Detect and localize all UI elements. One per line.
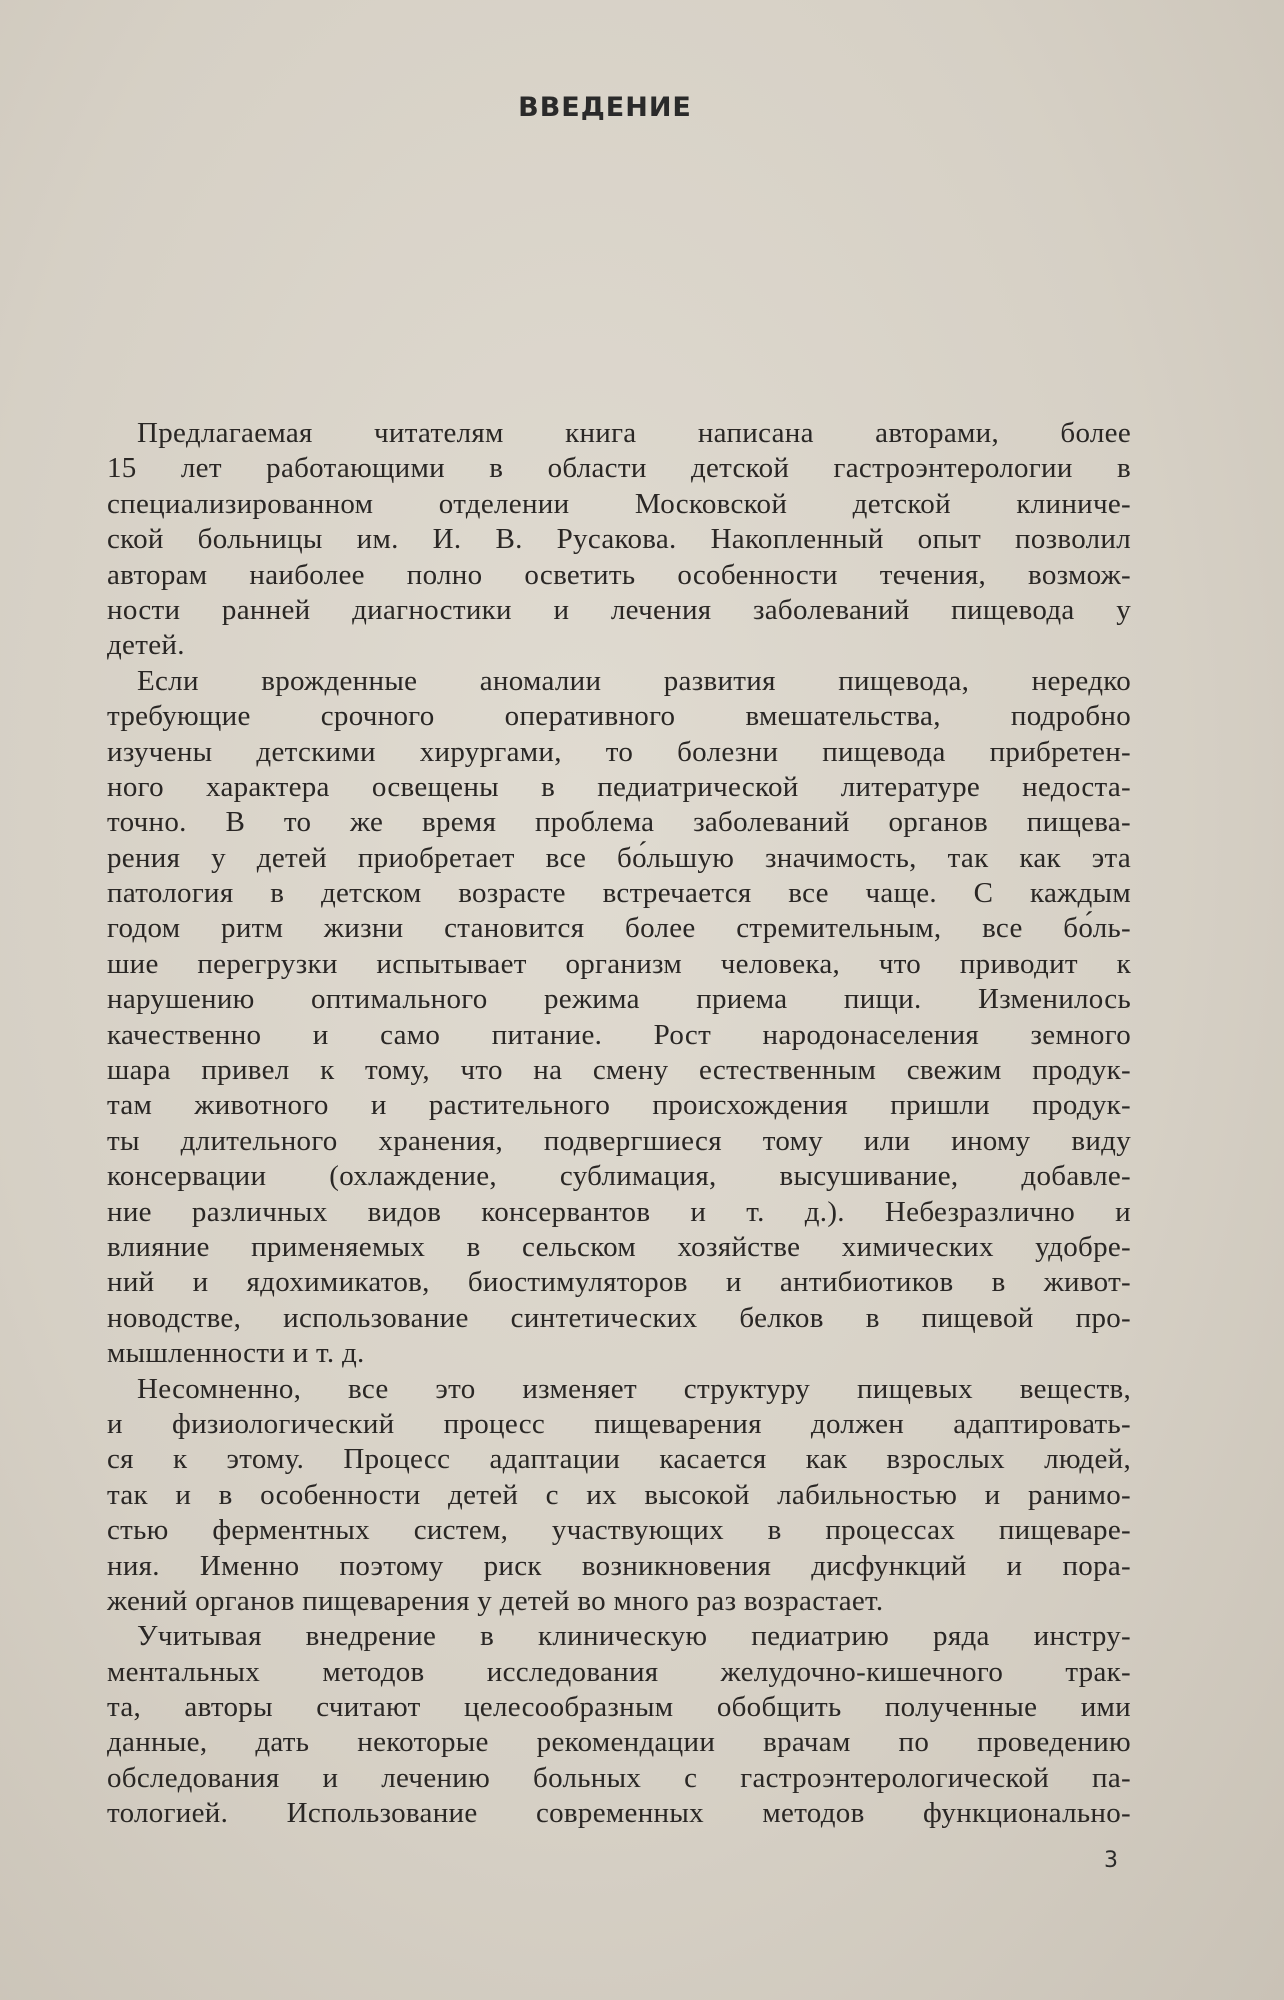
text-line: нарушению оптимального режима приема пищи. Изменилось <box>107 983 1131 1016</box>
text-line: рения у детей приобретает все бо́льшую значимость, так как эта <box>107 841 1131 874</box>
text-line: авторам наиболее полно осветить особенности течения, возмож- <box>107 558 1131 591</box>
text-line: данные, дать некоторые рекомендации врачам по проведению <box>107 1726 1131 1759</box>
text-line: годом ритм жизни становится более стремительным, все бо́ль- <box>107 912 1131 945</box>
paragraph <box>107 1372 1131 1620</box>
text-line: Несомненно, все это изменяет структуру пищевых веществ, <box>137 1372 1131 1405</box>
paragraph <box>107 416 1131 664</box>
paragraph <box>107 664 1131 1372</box>
text-line: детей. <box>107 629 185 662</box>
text-line: требующие срочного оперативного вмешательства, подробно <box>107 700 1131 733</box>
text-line: Если врожденные аномалии развития пищевода, нередко <box>137 664 1131 697</box>
text-line: так и в особенности детей с их высокой лабильностью и ранимо- <box>107 1478 1131 1511</box>
text-line: консервации (охлаждение, сублимация, высушивание, добавле- <box>107 1160 1131 1193</box>
text-line: мышленности и т. д. <box>107 1337 365 1370</box>
text-line: тологией. Использование современных методов функционально- <box>107 1797 1131 1830</box>
text-line: стью ферментных систем, участвующих в процессах пищеваре- <box>107 1514 1131 1547</box>
text-line: ской больницы им. И. В. Русакова. Накопленный опыт позволил <box>107 523 1131 556</box>
text-line: Учитывая внедрение в клиническую педиатрию ряда инстру- <box>137 1620 1131 1653</box>
text-line: ты длительного хранения, подвергшиеся тому или иному виду <box>107 1124 1131 1157</box>
text-line: ности ранней диагностики и лечения заболеваний пищевода у <box>107 593 1131 626</box>
chapter-title: ВВЕДЕНИЕ <box>518 92 692 123</box>
text-line: изучены детскими хирургами, то болезни пищевода прибретен- <box>107 735 1131 768</box>
text-line: новодстве, использование синтетических белков в пищевой про- <box>107 1301 1131 1334</box>
body-text <box>107 416 1131 1832</box>
text-line: та, авторы считают целесообразным обобщить полученные ими <box>107 1691 1131 1724</box>
text-line: ного характера освещены в педиатрической литературе недоста- <box>107 770 1131 803</box>
text-line: ний и ядохимикатов, биостимуляторов и антибиотиков в живот- <box>107 1266 1131 1299</box>
text-line: ния. Именно поэтому риск возникновения дисфункций и пора- <box>107 1549 1131 1582</box>
paragraph <box>107 1619 1131 1831</box>
text-line: специализированном отделении Московской детской клиниче- <box>107 487 1131 520</box>
text-line: Предлагаемая читателям книга написана авторами, более <box>137 417 1131 449</box>
text-line: жений органов пищеварения у детей во много раз возрастает. <box>107 1584 884 1617</box>
text-line: ние различных видов консервантов и т. д.). Небезразлично и <box>107 1195 1131 1228</box>
text-line: 15 лет работающими в области детской гастроэнтерологии в <box>107 452 1131 485</box>
text-line: и физиологический процесс пищеварения должен адаптировать- <box>107 1407 1131 1440</box>
text-line: патология в детском возрасте встречается все чаще. С каждым <box>107 877 1131 910</box>
page-number: 3 <box>1104 1848 1118 1873</box>
text-line: качественно и само питание. Рост народонаселения земного <box>107 1018 1131 1051</box>
text-line: ся к этому. Процесс адаптации касается как взрослых людей, <box>107 1443 1131 1476</box>
text-line: там животного и растительного происхождения пришли продук- <box>107 1089 1131 1122</box>
text-line: влияние применяемых в сельском хозяйстве химических удобре- <box>107 1230 1131 1263</box>
text-line: шара привел к тому, что на смену естественным свежим продук- <box>107 1054 1131 1087</box>
text-line: ментальных методов исследования желудочно-кишечного трак- <box>107 1655 1131 1688</box>
text-line: шие перегрузки испытывает организм человека, что приводит к <box>107 947 1131 980</box>
text-line: точно. В то же время проблема заболеваний органов пищева- <box>107 806 1131 839</box>
text-line: обследования и лечению больных с гастроэнтерологической па- <box>107 1761 1131 1794</box>
